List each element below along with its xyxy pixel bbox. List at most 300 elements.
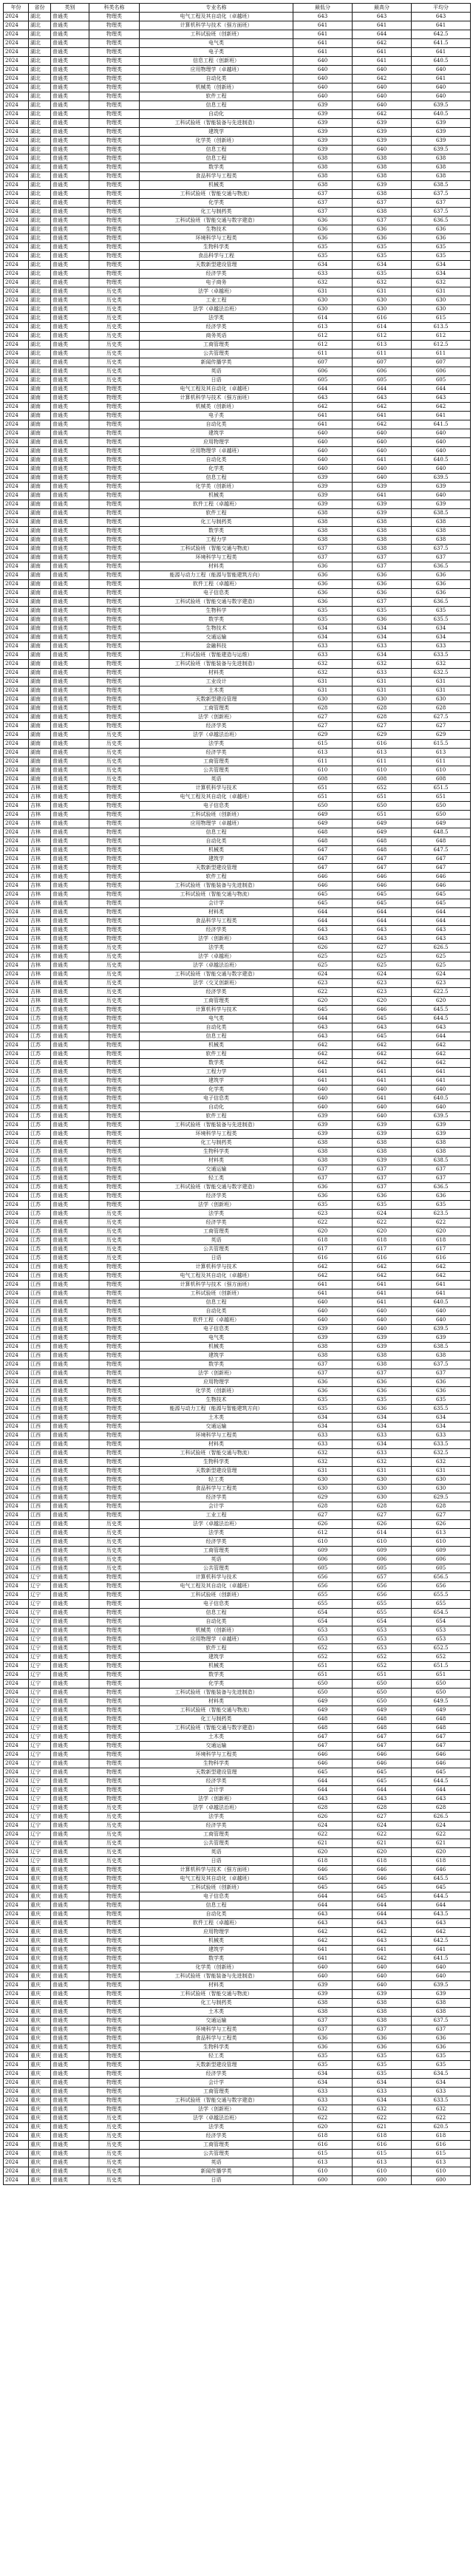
table-row <box>4 979 471 988</box>
avg-score-cell: 638 <box>412 154 471 163</box>
major-cell: 经济学类 <box>140 270 293 279</box>
major-cell: 生物技术 <box>140 225 293 234</box>
min-score-cell: 638 <box>293 536 353 545</box>
subject-track-cell: 物理类 <box>89 500 140 509</box>
year-cell: 2024 <box>4 1715 29 1724</box>
major-cell: 工科试验班（智能建造与运维） <box>140 651 293 660</box>
subject-track-cell: 物理类 <box>89 1884 140 1892</box>
max-score-cell: 641 <box>353 412 412 420</box>
max-score-cell: 648 <box>353 1715 412 1724</box>
year-cell: 2024 <box>4 2150 29 2158</box>
subject-track-cell: 物理类 <box>89 1281 140 1289</box>
subject-track-cell: 物理类 <box>89 243 140 252</box>
year-cell: 2024 <box>4 2132 29 2141</box>
major-cell: 数学类 <box>140 527 293 536</box>
year-cell: 2024 <box>4 1795 29 1804</box>
max-score-cell: 638 <box>353 518 412 527</box>
major-cell: 轻工类 <box>140 2052 293 2061</box>
major-cell: 工科试验班（智能交通与数字建造） <box>140 1183 293 1192</box>
table-row <box>4 279 471 287</box>
max-score-cell: 634 <box>353 2096 412 2105</box>
avg-score-cell: 611 <box>412 757 471 766</box>
avg-score-cell: 620 <box>412 1227 471 1236</box>
max-score-cell: 636 <box>353 571 412 580</box>
avg-score-cell: 636 <box>412 2043 471 2052</box>
table-row <box>4 1564 471 1573</box>
avg-score-cell: 642 <box>412 1050 471 1059</box>
min-score-cell: 617 <box>293 1245 353 1254</box>
max-score-cell: 637 <box>353 2025 412 2034</box>
subject-track-cell: 历史类 <box>89 997 140 1006</box>
table-row <box>4 305 471 314</box>
province-cell: 重庆 <box>29 2123 51 2132</box>
subject-track-cell: 物理类 <box>89 465 140 474</box>
table-row <box>4 749 471 757</box>
year-cell: 2024 <box>4 1396 29 1405</box>
year-cell: 2024 <box>4 2043 29 2052</box>
category-cell: 普通类 <box>51 119 89 128</box>
table-row <box>4 740 471 749</box>
min-score-cell: 631 <box>293 678 353 686</box>
max-score-cell: 633 <box>353 2088 412 2096</box>
province-cell: 湖南 <box>29 545 51 553</box>
avg-score-cell: 625 <box>412 953 471 961</box>
subject-track-cell: 物理类 <box>89 1999 140 2008</box>
avg-score-cell: 639 <box>412 1130 471 1139</box>
province-cell: 湖北 <box>29 119 51 128</box>
category-cell: 普通类 <box>51 1759 89 1768</box>
subject-track-cell: 物理类 <box>89 1156 140 1165</box>
province-cell: 湖南 <box>29 766 51 775</box>
category-cell: 普通类 <box>51 607 89 616</box>
year-cell: 2024 <box>4 828 29 837</box>
subject-track-cell: 历史类 <box>89 1822 140 1830</box>
header-year: 年份 <box>4 4 29 13</box>
province-cell: 吉林 <box>29 926 51 935</box>
category-cell: 普通类 <box>51 1485 89 1493</box>
avg-score-cell: 648 <box>412 837 471 846</box>
avg-score-cell: 638.5 <box>412 509 471 518</box>
province-cell: 湖南 <box>29 456 51 465</box>
major-cell: 法学（卓越班） <box>140 287 293 296</box>
max-score-cell: 644 <box>353 917 412 926</box>
max-score-cell: 641 <box>353 48 412 57</box>
year-cell: 2024 <box>4 1520 29 1529</box>
avg-score-cell: 632 <box>412 2105 471 2114</box>
subject-track-cell: 物理类 <box>89 882 140 890</box>
major-cell: 应用物理学（卓越班） <box>140 1635 293 1644</box>
category-cell: 普通类 <box>51 855 89 864</box>
max-score-cell: 612 <box>353 332 412 341</box>
year-cell: 2024 <box>4 2034 29 2043</box>
province-cell: 江西 <box>29 1405 51 1414</box>
max-score-cell: 640 <box>353 84 412 92</box>
min-score-cell: 643 <box>293 1032 353 1041</box>
year-cell: 2024 <box>4 1963 29 1972</box>
table-row <box>4 39 471 48</box>
min-score-cell: 647 <box>293 855 353 864</box>
major-cell: 化学类（创新班） <box>140 1963 293 1972</box>
province-cell: 吉林 <box>29 873 51 882</box>
subject-track-cell: 物理类 <box>89 1094 140 1103</box>
subject-track-cell: 物理类 <box>89 545 140 553</box>
subject-track-cell: 历史类 <box>89 2123 140 2132</box>
avg-score-cell: 641 <box>412 75 471 84</box>
category-cell: 普通类 <box>51 598 89 607</box>
max-score-cell: 613 <box>353 2158 412 2167</box>
avg-score-cell: 640 <box>412 66 471 75</box>
max-score-cell: 641 <box>353 21 412 30</box>
min-score-cell: 636 <box>293 2043 353 2052</box>
max-score-cell: 655 <box>353 1600 412 1609</box>
max-score-cell: 600 <box>353 2176 412 2185</box>
min-score-cell: 642 <box>293 1272 353 1281</box>
avg-score-cell: 642 <box>412 1263 471 1272</box>
category-cell: 普通类 <box>51 252 89 261</box>
major-cell: 材料类 <box>140 1440 293 1449</box>
subject-track-cell: 历史类 <box>89 961 140 970</box>
category-cell: 普通类 <box>51 190 89 199</box>
max-score-cell: 636 <box>353 589 412 598</box>
category-cell: 普通类 <box>51 1724 89 1733</box>
year-cell: 2024 <box>4 261 29 270</box>
category-cell: 普通类 <box>51 1892 89 1901</box>
category-cell: 普通类 <box>51 1573 89 1582</box>
max-score-cell: 627 <box>353 944 412 953</box>
subject-track-cell: 物理类 <box>89 1724 140 1733</box>
table-row <box>4 1910 471 1919</box>
subject-track-cell: 物理类 <box>89 1511 140 1520</box>
max-score-cell: 627 <box>353 1511 412 1520</box>
table-row <box>4 243 471 252</box>
subject-track-cell: 历史类 <box>89 775 140 784</box>
category-cell: 普通类 <box>51 1343 89 1352</box>
avg-score-cell: 638.5 <box>412 1156 471 1165</box>
max-score-cell: 610 <box>353 766 412 775</box>
max-score-cell: 642 <box>353 1041 412 1050</box>
category-cell: 普通类 <box>51 1795 89 1804</box>
min-score-cell: 648 <box>293 1715 353 1724</box>
avg-score-cell: 607 <box>412 358 471 367</box>
max-score-cell: 638 <box>353 1999 412 2008</box>
province-cell: 江苏 <box>29 1041 51 1050</box>
major-cell: 电气工程及其自动化（卓越班） <box>140 13 293 21</box>
max-score-cell: 627 <box>353 1813 412 1822</box>
year-cell: 2024 <box>4 536 29 545</box>
subject-track-cell: 物理类 <box>89 695 140 704</box>
max-score-cell: 650 <box>353 1697 412 1706</box>
avg-score-cell: 610 <box>412 1538 471 1547</box>
category-cell: 普通类 <box>51 979 89 988</box>
year-cell: 2024 <box>4 1422 29 1431</box>
subject-track-cell: 物理类 <box>89 1990 140 1999</box>
province-cell: 江西 <box>29 1325 51 1334</box>
major-cell: 法学（交叉创新班） <box>140 979 293 988</box>
major-cell: 日语 <box>140 376 293 385</box>
subject-track-cell: 物理类 <box>89 1493 140 1502</box>
min-score-cell: 628 <box>293 704 353 713</box>
year-cell: 2024 <box>4 1405 29 1414</box>
subject-track-cell: 物理类 <box>89 1086 140 1094</box>
category-cell: 普通类 <box>51 438 89 447</box>
subject-track-cell: 物理类 <box>89 1751 140 1759</box>
table-row <box>4 1839 471 1848</box>
header-max-score: 最高分 <box>353 4 412 13</box>
min-score-cell: 644 <box>293 1901 353 1910</box>
max-score-cell: 628 <box>353 1502 412 1511</box>
subject-track-cell: 物理类 <box>89 1316 140 1325</box>
year-cell: 2024 <box>4 1573 29 1582</box>
major-cell: 建筑学 <box>140 855 293 864</box>
max-score-cell: 636 <box>353 1387 412 1396</box>
province-cell: 湖北 <box>29 332 51 341</box>
year-cell: 2024 <box>4 1121 29 1130</box>
table-row <box>4 1733 471 1742</box>
major-cell: 电子类 <box>140 48 293 57</box>
max-score-cell: 616 <box>353 314 412 323</box>
category-cell: 普通类 <box>51 1582 89 1591</box>
max-score-cell: 652 <box>353 1662 412 1671</box>
subject-track-cell: 物理类 <box>89 429 140 438</box>
max-score-cell: 642 <box>353 1955 412 1963</box>
subject-track-cell: 历史类 <box>89 350 140 358</box>
table-row <box>4 1928 471 1937</box>
province-cell: 辽宁 <box>29 1573 51 1582</box>
province-cell: 辽宁 <box>29 1697 51 1706</box>
min-score-cell: 651 <box>293 784 353 793</box>
major-cell: 数学类 <box>140 163 293 172</box>
max-score-cell: 648 <box>353 1724 412 1733</box>
major-cell: 建筑学 <box>140 128 293 137</box>
year-cell: 2024 <box>4 997 29 1006</box>
category-cell: 普通类 <box>51 1307 89 1316</box>
table-row <box>4 1068 471 1077</box>
avg-score-cell: 606 <box>412 367 471 376</box>
year-cell: 2024 <box>4 1742 29 1751</box>
major-cell: 食品科学与工程类 <box>140 1485 293 1493</box>
subject-track-cell: 物理类 <box>89 580 140 589</box>
min-score-cell: 613 <box>293 323 353 332</box>
max-score-cell: 635 <box>353 252 412 261</box>
avg-score-cell: 622 <box>412 1830 471 1839</box>
year-cell: 2024 <box>4 234 29 243</box>
max-score-cell: 616 <box>353 740 412 749</box>
avg-score-cell: 606 <box>412 1556 471 1564</box>
subject-track-cell: 物理类 <box>89 917 140 926</box>
province-cell: 江西 <box>29 1502 51 1511</box>
subject-track-cell: 物理类 <box>89 1458 140 1467</box>
category-cell: 普通类 <box>51 1697 89 1706</box>
year-cell: 2024 <box>4 908 29 917</box>
min-score-cell: 645 <box>293 1884 353 1892</box>
table-row <box>4 828 471 837</box>
year-cell: 2024 <box>4 1875 29 1884</box>
avg-score-cell: 626.5 <box>412 1813 471 1822</box>
province-cell: 重庆 <box>29 2034 51 2043</box>
year-cell: 2024 <box>4 580 29 589</box>
avg-score-cell: 644 <box>412 385 471 394</box>
year-cell: 2024 <box>4 669 29 678</box>
table-row <box>4 820 471 828</box>
table-row <box>4 988 471 997</box>
category-cell: 普通类 <box>51 536 89 545</box>
year-cell: 2024 <box>4 1733 29 1742</box>
max-score-cell: 642 <box>353 1928 412 1937</box>
avg-score-cell: 647 <box>412 1733 471 1742</box>
subject-track-cell: 物理类 <box>89 1618 140 1626</box>
avg-score-cell: 643 <box>412 1919 471 1928</box>
province-cell: 湖北 <box>29 252 51 261</box>
province-cell: 辽宁 <box>29 1618 51 1626</box>
max-score-cell: 640 <box>353 1316 412 1325</box>
major-cell: 能源与动力工程（能源与智能建筑方向） <box>140 1405 293 1414</box>
year-cell: 2024 <box>4 961 29 970</box>
province-cell: 江西 <box>29 1281 51 1289</box>
year-cell: 2024 <box>4 890 29 899</box>
max-score-cell: 606 <box>353 1556 412 1564</box>
year-cell: 2024 <box>4 2008 29 2017</box>
province-cell: 江西 <box>29 1298 51 1307</box>
max-score-cell: 649 <box>353 820 412 828</box>
max-score-cell: 624 <box>353 1822 412 1830</box>
category-cell: 普通类 <box>51 48 89 57</box>
table-row <box>4 1884 471 1892</box>
year-cell: 2024 <box>4 1884 29 1892</box>
min-score-cell: 628 <box>293 1502 353 1511</box>
table-row <box>4 1032 471 1041</box>
avg-score-cell: 613.5 <box>412 323 471 332</box>
subject-track-cell: 物理类 <box>89 642 140 651</box>
avg-score-cell: 636.5 <box>412 562 471 571</box>
avg-score-cell: 640 <box>412 1316 471 1325</box>
avg-score-cell: 644 <box>412 1032 471 1041</box>
province-cell: 江苏 <box>29 1086 51 1094</box>
min-score-cell: 654 <box>293 1618 353 1626</box>
year-cell: 2024 <box>4 1334 29 1343</box>
min-score-cell: 643 <box>293 935 353 944</box>
province-cell: 湖南 <box>29 491 51 500</box>
province-cell: 湖南 <box>29 500 51 509</box>
subject-track-cell: 物理类 <box>89 1289 140 1298</box>
table-row <box>4 1130 471 1139</box>
min-score-cell: 655 <box>293 1591 353 1600</box>
table-row <box>4 1946 471 1955</box>
avg-score-cell: 640 <box>412 1963 471 1972</box>
avg-score-cell: 634 <box>412 624 471 633</box>
max-score-cell: 638 <box>353 154 412 163</box>
province-cell: 湖北 <box>29 101 51 110</box>
major-cell: 法学（卓越法治班） <box>140 961 293 970</box>
subject-track-cell: 物理类 <box>89 811 140 820</box>
subject-track-cell: 物理类 <box>89 1192 140 1201</box>
table-row <box>4 1086 471 1094</box>
subject-track-cell: 物理类 <box>89 1352 140 1360</box>
major-cell: 材料类 <box>140 1156 293 1165</box>
avg-score-cell: 623 <box>412 979 471 988</box>
min-score-cell: 611 <box>293 350 353 358</box>
avg-score-cell: 640 <box>412 429 471 438</box>
province-cell: 江西 <box>29 1556 51 1564</box>
province-cell: 湖北 <box>29 163 51 172</box>
category-cell: 普通类 <box>51 1440 89 1449</box>
subject-track-cell: 物理类 <box>89 1059 140 1068</box>
year-cell: 2024 <box>4 740 29 749</box>
year-cell: 2024 <box>4 1830 29 1839</box>
subject-track-cell: 物理类 <box>89 1609 140 1618</box>
table-row <box>4 1795 471 1804</box>
major-cell: 新闻传播学类 <box>140 358 293 367</box>
min-score-cell: 644 <box>293 1015 353 1023</box>
table-row <box>4 1387 471 1396</box>
max-score-cell: 627 <box>353 722 412 731</box>
min-score-cell: 639 <box>293 483 353 491</box>
min-score-cell: 616 <box>293 2141 353 2150</box>
category-cell: 普通类 <box>51 811 89 820</box>
category-cell: 普通类 <box>51 1591 89 1600</box>
year-cell: 2024 <box>4 837 29 846</box>
category-cell: 普通类 <box>51 323 89 332</box>
year-cell: 2024 <box>4 757 29 766</box>
year-cell: 2024 <box>4 2088 29 2096</box>
table-row <box>4 438 471 447</box>
year-cell: 2024 <box>4 899 29 908</box>
category-cell: 普通类 <box>51 1023 89 1032</box>
major-cell: 材料类 <box>140 562 293 571</box>
avg-score-cell: 655 <box>412 1600 471 1609</box>
table-row <box>4 1706 471 1715</box>
table-row <box>4 2034 471 2043</box>
province-cell: 湖北 <box>29 323 51 332</box>
major-cell: 软件工程（卓越班） <box>140 500 293 509</box>
province-cell: 重庆 <box>29 2114 51 2123</box>
min-score-cell: 618 <box>293 1236 353 1245</box>
category-cell: 普通类 <box>51 1529 89 1538</box>
max-score-cell: 648 <box>353 846 412 855</box>
subject-track-cell: 物理类 <box>89 527 140 536</box>
category-cell: 普通类 <box>51 1813 89 1822</box>
avg-score-cell: 643 <box>412 1023 471 1032</box>
province-cell: 江苏 <box>29 1077 51 1086</box>
year-cell: 2024 <box>4 607 29 616</box>
table-row <box>4 873 471 882</box>
table-row <box>4 731 471 740</box>
major-cell: 生物技术 <box>140 1396 293 1405</box>
min-score-cell: 631 <box>293 287 353 296</box>
avg-score-cell: 637 <box>412 553 471 562</box>
subject-track-cell: 物理类 <box>89 624 140 633</box>
min-score-cell: 635 <box>293 607 353 616</box>
province-cell: 湖南 <box>29 474 51 483</box>
subject-track-cell: 物理类 <box>89 2070 140 2079</box>
province-cell: 湖南 <box>29 465 51 474</box>
province-cell: 江苏 <box>29 1148 51 1156</box>
subject-track-cell: 物理类 <box>89 1680 140 1689</box>
table-row <box>4 30 471 39</box>
province-cell: 重庆 <box>29 1928 51 1937</box>
category-cell: 普通类 <box>51 1174 89 1183</box>
category-cell: 普通类 <box>51 1556 89 1564</box>
table-row <box>4 2105 471 2114</box>
year-cell: 2024 <box>4 598 29 607</box>
min-score-cell: 636 <box>293 217 353 225</box>
max-score-cell: 636 <box>353 2043 412 2052</box>
avg-score-cell: 641 <box>412 48 471 57</box>
table-row <box>4 2025 471 2034</box>
table-row <box>4 589 471 598</box>
table-row <box>4 784 471 793</box>
min-score-cell: 639 <box>293 1130 353 1139</box>
avg-score-cell: 644.5 <box>412 1777 471 1786</box>
